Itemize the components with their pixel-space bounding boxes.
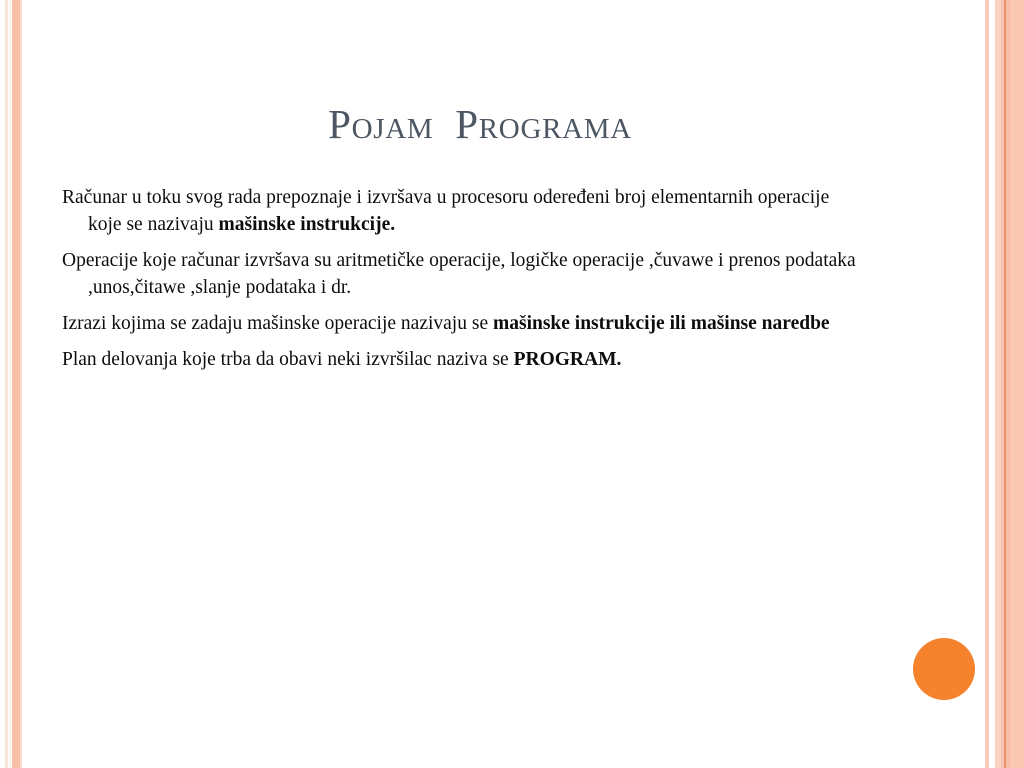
paragraph-1-plain-prefix: Računar u toku svog rada prepoznaje i izvršava u procesoru odeređeni broj elementarnih operacije koje se nazivaju — [62, 187, 830, 235]
body-paragraph-2 — [62, 247, 862, 301]
paragraph-4-bold-text: PROGRAM. — [513, 349, 622, 370]
paragraph-4-plain-prefix: Plan delovanja koje trba da obavi neki izvršilac naziva se — [62, 349, 514, 370]
slide-title: Pojam Programa — [328, 101, 632, 147]
paragraph-1-bold-text: mašinske instrukcije. — [218, 214, 396, 235]
paragraph-2-plain-prefix: Operacije koje računar izvršava su aritmetičke operacije, logičke operacije ,čuvawe i prenos podataka ,unos,čitawe ,slanje podataka i dr. — [62, 250, 856, 298]
right-stripe-7 — [1010, 0, 1024, 768]
body-paragraph-3 — [62, 310, 862, 337]
orange-circle-accent — [913, 638, 975, 700]
slide-body — [62, 184, 862, 382]
paragraph-3-bold-text: mašinske instrukcije ili mašinse naredbe — [492, 313, 830, 334]
body-paragraph-4 — [62, 346, 862, 373]
paragraph-3-plain-prefix: Izrazi kojima se zadaju mašinske operacije nazivaju se — [62, 313, 493, 334]
body-paragraph-1 — [62, 184, 862, 238]
